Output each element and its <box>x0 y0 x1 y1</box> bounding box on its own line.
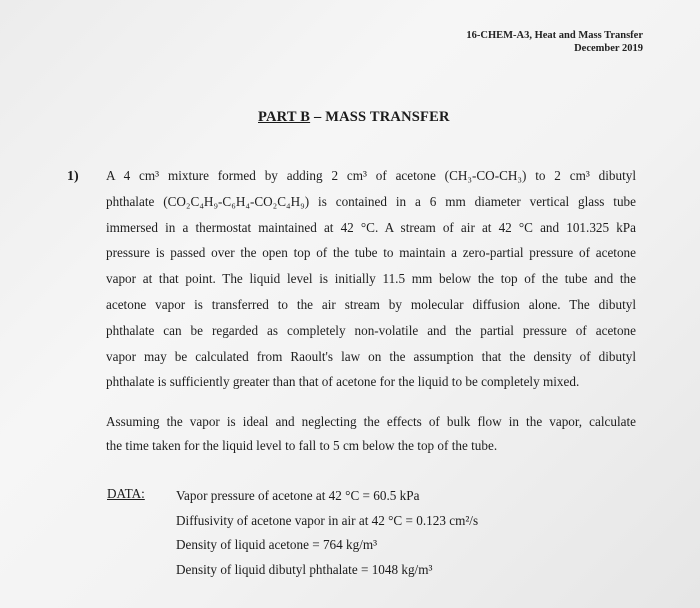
section-topic: – MASS TRANSFER <box>310 109 450 125</box>
paragraph-line: phthalate is sufficiently greater than that of acetone for the liquid to be completely mixed. <box>106 374 580 390</box>
task-paragraph <box>106 410 636 458</box>
data-list <box>176 484 478 582</box>
paragraph-line: pressure is passed over the open top of the tube to maintain a zero-partial pressure of acetone <box>106 245 636 261</box>
data-label: DATA: <box>107 486 145 501</box>
paragraph-line: vapor at that point. The liquid level is initially 11.5 mm below the top of the tube and the <box>106 271 636 287</box>
paragraph-line: acetone vapor is transferred to the air stream by molecular diffusion alone. The dibutyl <box>106 296 636 312</box>
section-part: PART B <box>258 109 311 125</box>
paragraph-line: immersed in a thermostat maintained at 42 °C. A stream of air at 42 °C and 101.325 kPa <box>106 219 636 235</box>
question-number: 1) <box>67 169 79 184</box>
paragraph-line: Assuming the vapor is ideal and neglecting the effects of bulk flow in the vapor, calculate <box>106 414 636 429</box>
data-item: Density of liquid dibutyl phthalate = 1048 kg/m³ <box>176 561 433 577</box>
paragraph-line: vapor may be calculated from Raoult's law on the assumption that the density of dibutyl <box>106 348 636 364</box>
data-item: Vapor pressure of acetone at 42 °C = 60.5 kPa <box>176 488 420 503</box>
exam-date: December 2019 <box>574 43 643 54</box>
paragraph-line: phthalate (CO₂C₄H₉-C₆H₄-CO₂C₄H₉) is contained in a 6 mm diameter vertical glass tube <box>106 193 636 209</box>
problem-paragraph <box>106 163 636 395</box>
paragraph-line: the time taken for the liquid level to fall to 5 cm below the top of the tube. <box>106 438 498 453</box>
page-header <box>466 29 643 55</box>
data-item: Diffusivity of acetone vapor in air at 42 °C = 0.123 cm²/s <box>176 512 479 528</box>
data-item: Density of liquid acetone = 764 kg/m³ <box>176 537 378 552</box>
section-title <box>258 109 450 126</box>
course-code: 16-CHEM-A3, Heat and Mass Transfer <box>466 30 643 41</box>
paragraph-line: phthalate can be regarded as completely non-volatile and the partial pressure of acetone <box>106 322 636 338</box>
paragraph-line: A 4 cm³ mixture formed by adding 2 cm³ of acetone (CH₃-CO-CH₃) to 2 cm³ dibutyl <box>106 168 636 183</box>
